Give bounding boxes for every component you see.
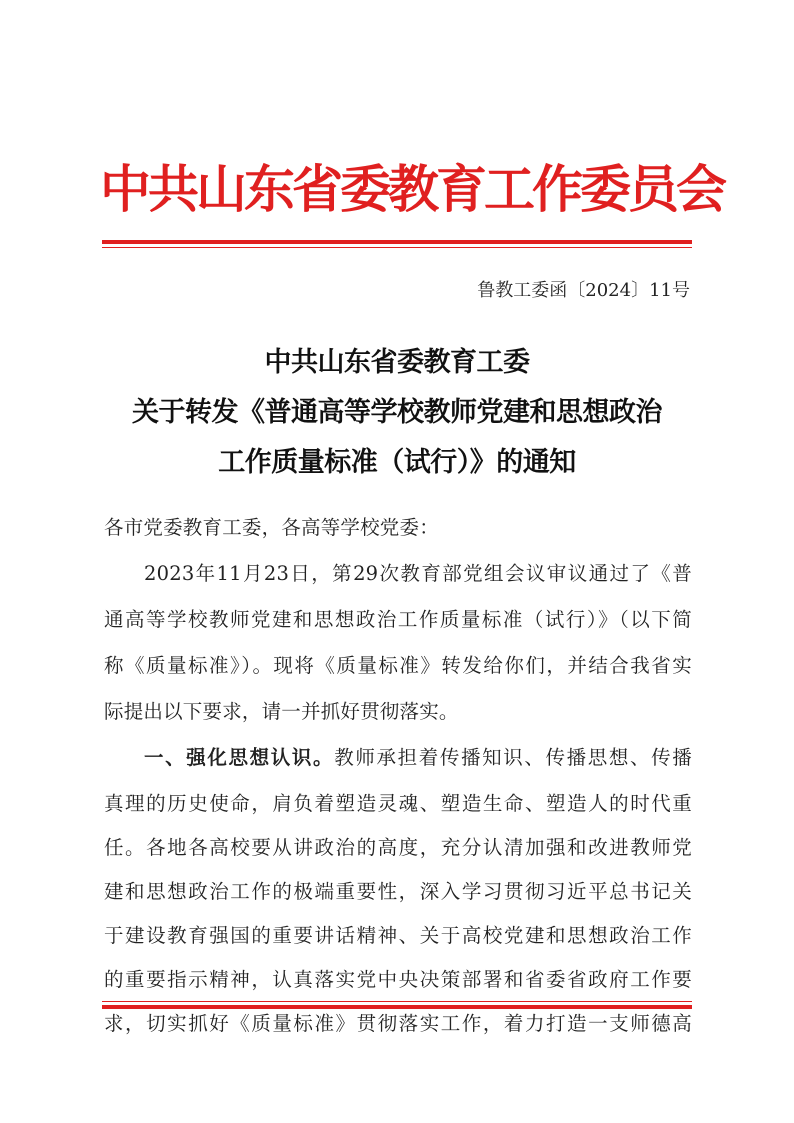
section-1-line-6: 的重要指示精神，认真落实党中央决策部署和省委省政府工作要 [104,968,692,991]
document-title-line-1: 中共山东省委教育工委 [264,347,530,378]
masthead-red-rule-thick [102,240,692,244]
document-title-line-2: 关于转发《普通高等学校教师党建和思想政治 [132,397,662,428]
paragraph-1-line-1: 2023年11月23日，第29次教育部党组会议审议通过了《普 [144,562,692,585]
document-title-line-3: 工作质量标准（试行）》的通知 [218,447,576,478]
paragraph-1-line-4: 际提出以下要求，请一并抓好贯彻落实。 [104,700,459,723]
paragraph-1-line-3: 称《质量标准》）。现将《质量标准》转发给你们，并结合我省实 [104,654,692,677]
section-1-heading: 一、强化思想认识。 [144,746,335,769]
section-1-line-2: 真理的历史使命，肩负着塑造灵魂、塑造生命、塑造人的时代重 [104,792,692,815]
section-1-line-1 [144,742,692,770]
section-1-line-5: 于建设教育强国的重要讲话精神、关于高校党建和思想政治工作 [104,924,692,947]
section-1-line-1-text: 教师承担着传播知识、传播思想、传播 [334,746,692,769]
paragraph-1-line-2: 通高等学校教师党建和思想政治工作质量标准（试行）》（以下简 [104,608,692,631]
salutation: 各市党委教育工委，各高等学校党委： [104,516,439,539]
footer-red-rule-thin [102,1001,692,1002]
masthead-red-rule-thin [102,247,692,248]
document-number: 鲁教工委函〔2024〕11号 [477,280,690,301]
section-1-line-3: 任。各地各高校要从讲政治的高度，充分认清加强和改进教师党 [104,836,692,859]
section-1-line-4: 建和思想政治工作的极端重要性，深入学习贯彻习近平总书记关 [104,880,692,903]
section-1-line-7: 求，切实抓好《质量标准》贯彻落实工作，着力打造一支师德高 [104,1012,692,1035]
masthead-title: 中共山东省委教育工作委员会 [100,160,725,220]
